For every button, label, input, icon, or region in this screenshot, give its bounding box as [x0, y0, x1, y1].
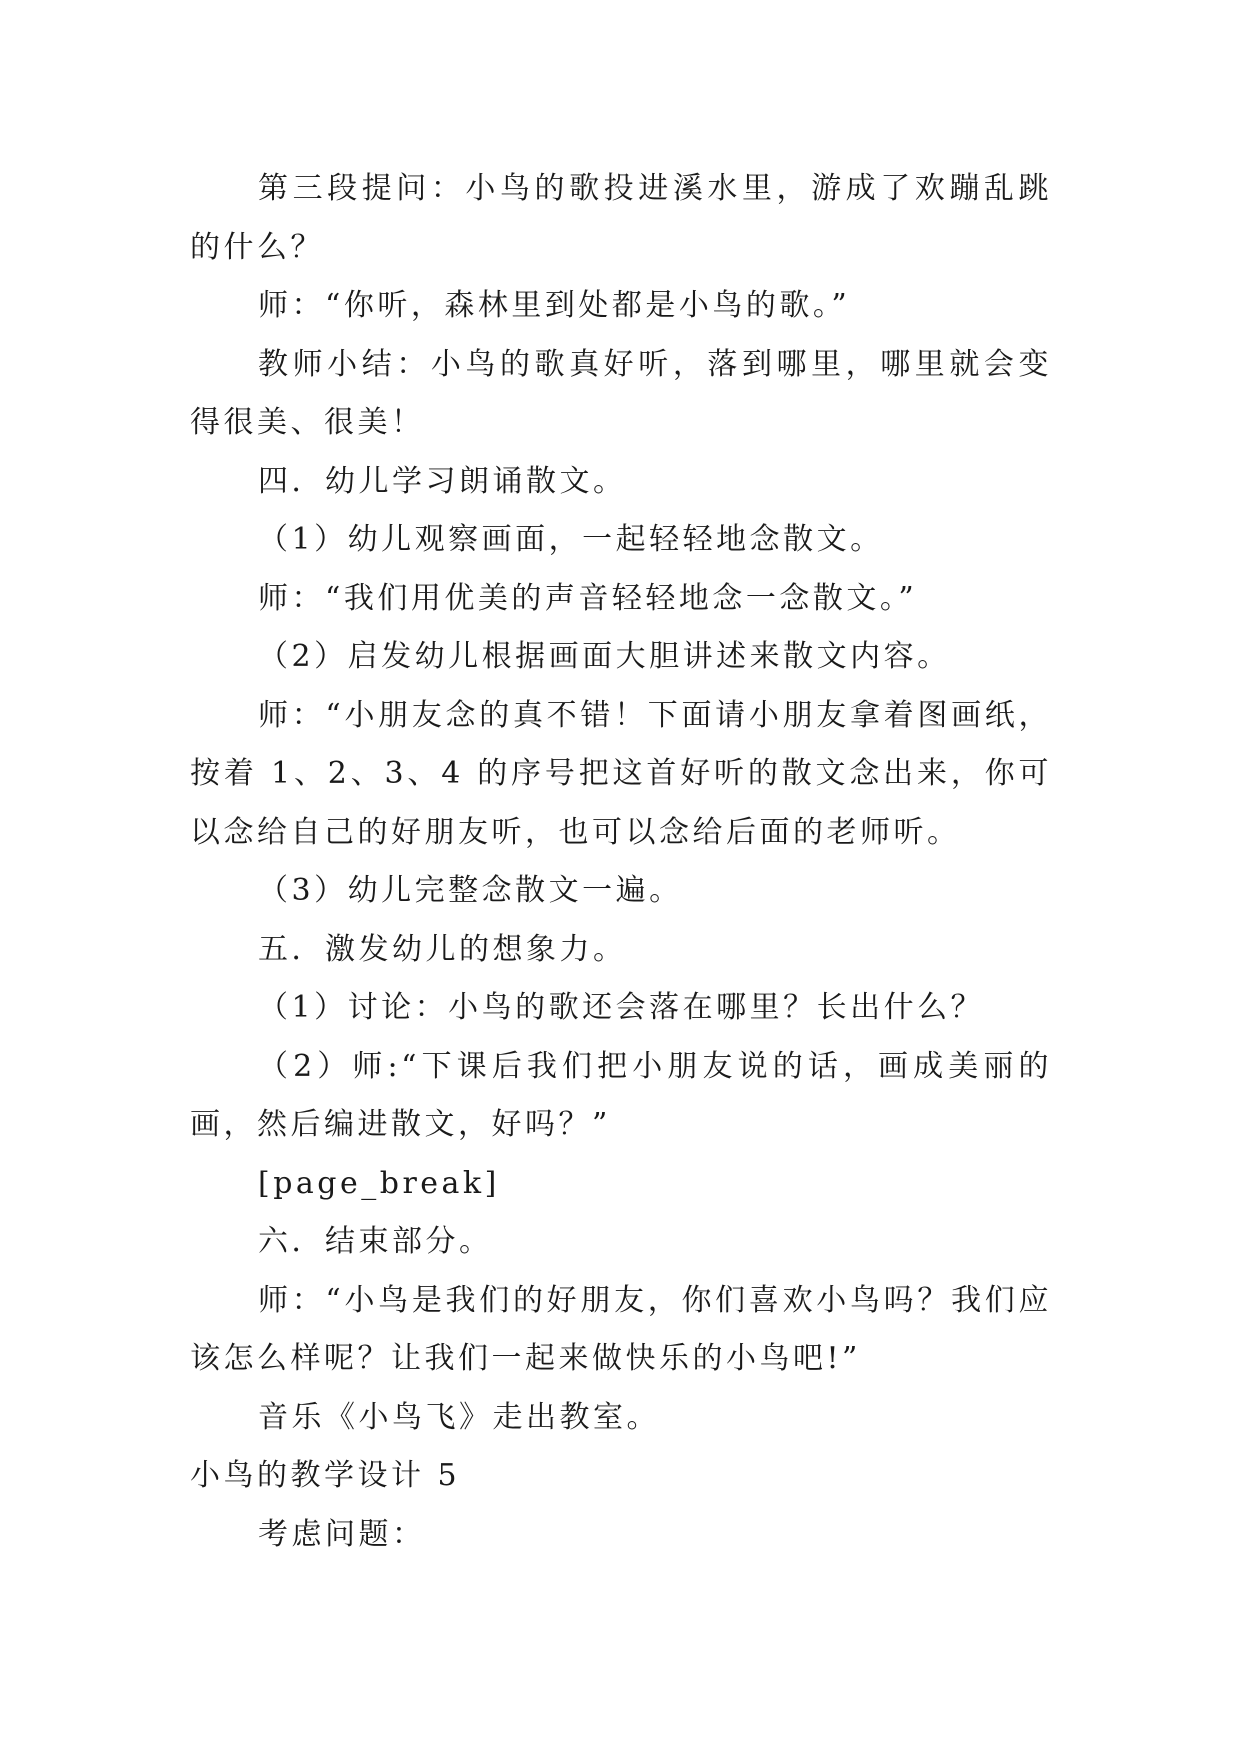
page-break-marker: [page_break] [258, 1165, 500, 1201]
paragraph-teacher-read: 师：“我们用优美的声音轻轻地念一念散文。” [258, 580, 918, 616]
paragraph-question-3: 第三段提问：小鸟的歌投进溪水里，游成了欢蹦乱跳的什么？ [190, 171, 1052, 265]
paragraph-step-5-1: （1）讨论：小鸟的歌还会落在哪里？长出什么？ [258, 990, 985, 1025]
paragraph-consider-questions: 考虑问题： [258, 1516, 426, 1552]
paragraph-teacher-closing: 师：“小鸟是我们的好朋友，你们喜欢小鸟吗？我们应该怎么样呢？让我们一起来做快乐的小鸟吧!” [190, 1282, 1052, 1376]
paragraph-step-4-2: （2）启发幼儿根据画面大胆讲述来散文内容。 [258, 639, 951, 674]
paragraph-teacher-listen: 师：“你听，森林里到处都是小鸟的歌。” [258, 288, 851, 323]
heading-step-6: 六．结束部分。 [258, 1224, 493, 1259]
paragraph-music-exit: 音乐《小鸟飞》走出教室。 [258, 1399, 660, 1435]
paragraph-step-4-3: （3）幼儿完整念散文一遍。 [258, 873, 683, 908]
paragraph-teacher-praise: 师：“小朋友念的真不错！下面请小朋友拿着图画纸，按着 1、2、3、4 的序号把这首好听的散文念出来，你可以念给自己的好朋友听，也可以念给后面的老师听。 [190, 697, 1052, 850]
paragraph-teacher-summary: 教师小结：小鸟的歌真好听，落到哪里，哪里就会变得很美、很美！ [190, 346, 1052, 440]
heading-step-4: 四．幼儿学习朗诵散文。 [258, 463, 627, 499]
paragraph-step-5-2: （2）师:“下课后我们把小朋友说的话，画成美丽的画，然后编进散文，好吗？” [190, 1048, 1052, 1142]
section-title-design-5: 小鸟的教学设计 5 [190, 1458, 461, 1493]
document-body [190, 160, 1052, 1564]
paragraph-step-4-1: （1）幼儿观察画面，一起轻轻地念散文。 [258, 522, 884, 557]
heading-step-5: 五．激发幼儿的想象力。 [258, 931, 627, 967]
